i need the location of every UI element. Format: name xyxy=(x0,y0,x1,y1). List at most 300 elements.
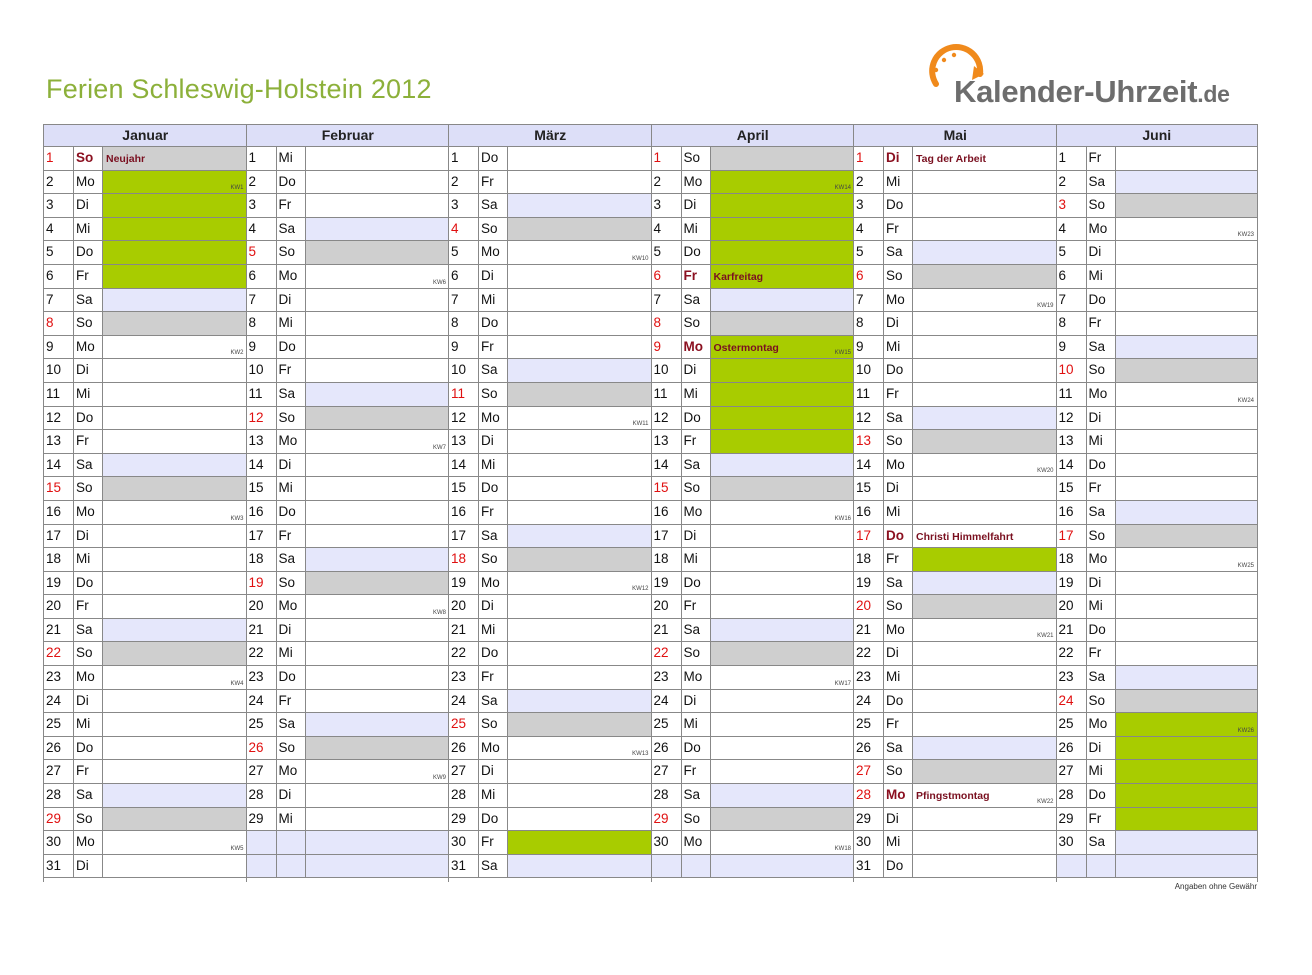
day-number: 31 xyxy=(44,855,74,878)
day-row[interactable] xyxy=(854,666,1057,690)
day-row[interactable] xyxy=(449,808,652,832)
day-number: 5 xyxy=(247,241,277,264)
day-number: 11 xyxy=(652,383,682,406)
day-row[interactable] xyxy=(652,383,855,407)
event-cell xyxy=(711,572,855,595)
day-row[interactable] xyxy=(449,548,652,572)
weekday-label: Fr xyxy=(682,760,711,783)
day-row[interactable] xyxy=(1057,383,1258,407)
event-cell xyxy=(103,548,247,571)
day-row[interactable] xyxy=(652,218,855,242)
day-row[interactable] xyxy=(1057,760,1258,784)
week-number: KW1 xyxy=(230,185,244,192)
day-row[interactable] xyxy=(1057,642,1258,666)
week-number: KW5 xyxy=(230,845,244,852)
weekday-label: Sa xyxy=(884,737,913,760)
day-row[interactable] xyxy=(44,312,247,336)
day-row[interactable] xyxy=(247,525,450,549)
day-number: 2 xyxy=(652,171,682,194)
day-row[interactable] xyxy=(449,289,652,313)
day-row[interactable] xyxy=(652,642,855,666)
day-row[interactable] xyxy=(652,289,855,313)
day-row[interactable] xyxy=(1057,784,1258,808)
event-cell xyxy=(1116,477,1258,500)
day-row[interactable] xyxy=(247,454,450,478)
day-row[interactable] xyxy=(449,525,652,549)
day-number: 4 xyxy=(44,218,74,241)
day-row[interactable] xyxy=(854,595,1057,619)
day-row[interactable] xyxy=(44,477,247,501)
day-row[interactable] xyxy=(1057,548,1258,572)
day-row[interactable] xyxy=(652,713,855,737)
weekday-label: Mi xyxy=(74,548,103,571)
day-row[interactable] xyxy=(44,713,247,737)
day-row[interactable] xyxy=(44,147,247,171)
day-row[interactable] xyxy=(1057,595,1258,619)
day-row[interactable] xyxy=(247,289,450,313)
day-row[interactable] xyxy=(1057,289,1258,313)
day-row[interactable] xyxy=(854,477,1057,501)
weekday-label: Fr xyxy=(884,548,913,571)
day-row[interactable] xyxy=(247,548,450,572)
weekday-label: Sa xyxy=(479,855,508,878)
day-row[interactable] xyxy=(247,595,450,619)
day-number: 14 xyxy=(44,454,74,477)
weekday-label: Sa xyxy=(1087,171,1116,194)
holiday-label: Tag der Arbeit xyxy=(916,153,987,165)
day-row[interactable] xyxy=(449,171,652,195)
day-row[interactable] xyxy=(854,383,1057,407)
day-row[interactable] xyxy=(854,194,1057,218)
day-number: 29 xyxy=(652,808,682,831)
day-row[interactable] xyxy=(44,171,247,195)
day-number: 30 xyxy=(854,831,884,854)
day-row[interactable] xyxy=(44,218,247,242)
day-row[interactable] xyxy=(652,265,855,289)
day-row[interactable] xyxy=(1057,241,1258,265)
day-number: 19 xyxy=(1057,572,1087,595)
day-row[interactable] xyxy=(247,831,450,855)
day-row[interactable] xyxy=(449,619,652,643)
day-row[interactable] xyxy=(449,147,652,171)
event-cell xyxy=(306,359,450,382)
day-row[interactable] xyxy=(247,619,450,643)
event-cell xyxy=(711,595,855,618)
day-row[interactable] xyxy=(1057,831,1258,855)
day-number: 1 xyxy=(1057,147,1087,170)
day-row[interactable] xyxy=(44,666,247,690)
day-number: 1 xyxy=(449,147,479,170)
weekday-label: Di xyxy=(277,289,306,312)
day-row[interactable] xyxy=(247,359,450,383)
event-cell xyxy=(711,312,855,335)
weekday-label: Mo xyxy=(277,595,306,618)
day-row[interactable] xyxy=(854,218,1057,242)
day-row[interactable] xyxy=(247,642,450,666)
holiday-label: Ostermontag xyxy=(713,341,779,354)
day-number: 10 xyxy=(247,359,277,382)
day-number: 15 xyxy=(247,477,277,500)
event-cell xyxy=(711,265,855,288)
day-row[interactable] xyxy=(652,855,855,879)
event-cell xyxy=(711,642,855,665)
day-row[interactable] xyxy=(652,430,855,454)
day-row[interactable] xyxy=(44,501,247,525)
weekday-label: Di xyxy=(277,619,306,642)
day-row[interactable] xyxy=(652,548,855,572)
day-row[interactable] xyxy=(44,760,247,784)
day-row[interactable] xyxy=(247,855,450,879)
day-row[interactable] xyxy=(247,171,450,195)
day-row[interactable] xyxy=(44,808,247,832)
day-row[interactable] xyxy=(44,289,247,313)
event-cell xyxy=(103,784,247,807)
event-cell xyxy=(508,690,652,713)
day-row[interactable] xyxy=(1057,690,1258,714)
day-number: 25 xyxy=(652,713,682,736)
day-row[interactable] xyxy=(449,477,652,501)
event-cell xyxy=(103,690,247,713)
day-row[interactable] xyxy=(44,690,247,714)
weekday-label: Sa xyxy=(479,690,508,713)
day-row[interactable] xyxy=(652,359,855,383)
day-row[interactable] xyxy=(247,312,450,336)
day-row[interactable] xyxy=(854,690,1057,714)
day-row[interactable] xyxy=(44,855,247,879)
day-row[interactable] xyxy=(854,407,1057,431)
day-row[interactable] xyxy=(247,784,450,808)
day-row[interactable] xyxy=(652,572,855,596)
event-cell xyxy=(711,359,855,382)
day-row[interactable] xyxy=(449,690,652,714)
day-row[interactable] xyxy=(449,430,652,454)
day-row[interactable] xyxy=(652,831,855,855)
day-number: 31 xyxy=(854,855,884,878)
event-cell xyxy=(508,359,652,382)
day-row[interactable] xyxy=(449,383,652,407)
day-number: 19 xyxy=(854,572,884,595)
event-cell xyxy=(508,737,652,760)
day-row[interactable] xyxy=(44,831,247,855)
day-row[interactable] xyxy=(247,241,450,265)
day-row[interactable] xyxy=(1057,430,1258,454)
weekday-label: Sa xyxy=(682,619,711,642)
day-row[interactable] xyxy=(652,666,855,690)
weekday-label: Sa xyxy=(74,289,103,312)
event-cell xyxy=(508,477,652,500)
day-row[interactable] xyxy=(449,241,652,265)
day-row[interactable] xyxy=(44,784,247,808)
event-cell xyxy=(306,855,450,878)
day-row[interactable] xyxy=(44,454,247,478)
day-row[interactable] xyxy=(449,666,652,690)
event-cell xyxy=(913,407,1057,430)
day-row[interactable] xyxy=(449,595,652,619)
day-number: 13 xyxy=(247,430,277,453)
day-row[interactable] xyxy=(854,713,1057,737)
day-row[interactable] xyxy=(652,525,855,549)
day-row[interactable] xyxy=(449,454,652,478)
day-row[interactable] xyxy=(854,525,1057,549)
event-cell xyxy=(711,525,855,548)
day-number: 20 xyxy=(1057,595,1087,618)
day-row[interactable] xyxy=(1057,713,1258,737)
day-number: 22 xyxy=(44,642,74,665)
day-row[interactable] xyxy=(854,430,1057,454)
day-row[interactable] xyxy=(247,194,450,218)
week-number: KW7 xyxy=(432,444,446,451)
weekday-label: Sa xyxy=(479,194,508,217)
weekday-label: Di xyxy=(1087,737,1116,760)
day-row[interactable] xyxy=(1057,525,1258,549)
day-row[interactable] xyxy=(1057,359,1258,383)
day-row[interactable] xyxy=(1057,147,1258,171)
day-row[interactable] xyxy=(247,808,450,832)
month-column xyxy=(43,124,247,882)
weekday-label: Di xyxy=(479,430,508,453)
day-row[interactable] xyxy=(854,831,1057,855)
day-row[interactable] xyxy=(1057,855,1258,879)
day-number: 1 xyxy=(247,147,277,170)
day-row[interactable] xyxy=(1057,336,1258,360)
day-row[interactable] xyxy=(854,336,1057,360)
day-row[interactable] xyxy=(1057,218,1258,242)
day-number: 22 xyxy=(652,642,682,665)
day-row[interactable] xyxy=(854,265,1057,289)
day-row[interactable] xyxy=(1057,312,1258,336)
day-row[interactable] xyxy=(449,572,652,596)
day-number: 10 xyxy=(854,359,884,382)
day-row[interactable] xyxy=(449,642,652,666)
day-row[interactable] xyxy=(1057,572,1258,596)
day-row[interactable] xyxy=(449,760,652,784)
day-row[interactable] xyxy=(247,218,450,242)
day-row[interactable] xyxy=(652,312,855,336)
day-row[interactable] xyxy=(854,241,1057,265)
day-row[interactable] xyxy=(449,737,652,761)
day-row[interactable] xyxy=(247,477,450,501)
weekday-label: Mo xyxy=(74,831,103,854)
weekday-label: Mo xyxy=(277,430,306,453)
day-row[interactable] xyxy=(44,737,247,761)
day-number: 15 xyxy=(652,477,682,500)
day-row[interactable] xyxy=(44,548,247,572)
day-row[interactable] xyxy=(247,501,450,525)
day-row[interactable] xyxy=(44,194,247,218)
day-row[interactable] xyxy=(247,430,450,454)
month-header: Januar xyxy=(44,124,247,147)
day-row[interactable] xyxy=(652,171,855,195)
event-cell xyxy=(103,619,247,642)
event-cell xyxy=(711,784,855,807)
day-row[interactable] xyxy=(1057,619,1258,643)
day-number: 27 xyxy=(449,760,479,783)
day-number: 17 xyxy=(1057,525,1087,548)
day-number: 21 xyxy=(449,619,479,642)
day-row[interactable] xyxy=(247,336,450,360)
event-cell xyxy=(1116,218,1258,241)
weekday-label: So xyxy=(479,548,508,571)
day-row[interactable] xyxy=(854,147,1057,171)
weekday-label: Fr xyxy=(884,218,913,241)
weekday-label: Do xyxy=(277,336,306,359)
day-row[interactable] xyxy=(1057,501,1258,525)
day-row[interactable] xyxy=(854,171,1057,195)
day-row[interactable] xyxy=(1057,477,1258,501)
day-row[interactable] xyxy=(652,454,855,478)
event-cell xyxy=(1116,808,1258,831)
weekday-label: Sa xyxy=(479,359,508,382)
day-row[interactable] xyxy=(652,241,855,265)
day-number: 3 xyxy=(854,194,884,217)
day-row[interactable] xyxy=(1057,666,1258,690)
day-row[interactable] xyxy=(854,619,1057,643)
day-row[interactable] xyxy=(247,407,450,431)
day-row[interactable] xyxy=(854,454,1057,478)
weekday-label: Do xyxy=(682,737,711,760)
day-row[interactable] xyxy=(652,760,855,784)
day-row[interactable] xyxy=(652,477,855,501)
day-number: 3 xyxy=(1057,194,1087,217)
day-row[interactable] xyxy=(854,737,1057,761)
day-row[interactable] xyxy=(44,407,247,431)
event-cell xyxy=(103,666,247,689)
day-row[interactable] xyxy=(854,760,1057,784)
day-row[interactable] xyxy=(854,855,1057,879)
day-number: 6 xyxy=(652,265,682,288)
day-number: 8 xyxy=(247,312,277,335)
day-row[interactable] xyxy=(247,666,450,690)
event-cell xyxy=(1116,737,1258,760)
day-row[interactable] xyxy=(854,784,1057,808)
weekday-label: Mo xyxy=(479,241,508,264)
day-row[interactable] xyxy=(44,265,247,289)
week-number: KW15 xyxy=(834,350,851,357)
day-row[interactable] xyxy=(449,713,652,737)
weekday-label: Do xyxy=(277,171,306,194)
day-row[interactable] xyxy=(1057,194,1258,218)
weekday-label: Fr xyxy=(884,383,913,406)
day-row[interactable] xyxy=(247,147,450,171)
day-row[interactable] xyxy=(247,572,450,596)
day-row[interactable] xyxy=(44,359,247,383)
day-row[interactable] xyxy=(652,147,855,171)
day-row[interactable] xyxy=(1057,265,1258,289)
weekday-label: So xyxy=(479,218,508,241)
day-row[interactable] xyxy=(652,336,855,360)
day-row[interactable] xyxy=(854,642,1057,666)
day-row[interactable] xyxy=(854,289,1057,313)
day-row[interactable] xyxy=(44,642,247,666)
event-cell xyxy=(913,760,1057,783)
day-row[interactable] xyxy=(854,312,1057,336)
event-cell xyxy=(103,241,247,264)
day-row[interactable] xyxy=(247,713,450,737)
day-row[interactable] xyxy=(854,808,1057,832)
day-number: 23 xyxy=(449,666,479,689)
event-cell xyxy=(508,808,652,831)
day-row[interactable] xyxy=(449,218,652,242)
day-row[interactable] xyxy=(854,359,1057,383)
day-row[interactable] xyxy=(652,784,855,808)
day-number: 29 xyxy=(44,808,74,831)
day-row[interactable] xyxy=(1057,808,1258,832)
day-row[interactable] xyxy=(652,194,855,218)
week-number: KW18 xyxy=(834,845,851,852)
day-row[interactable] xyxy=(854,548,1057,572)
day-row[interactable] xyxy=(449,359,652,383)
weekday-label: Do xyxy=(277,501,306,524)
event-cell xyxy=(1116,855,1258,878)
day-row[interactable] xyxy=(652,619,855,643)
day-row[interactable] xyxy=(652,690,855,714)
day-row[interactable] xyxy=(247,690,450,714)
weekday-label: Sa xyxy=(1087,501,1116,524)
event-cell xyxy=(1116,548,1258,571)
day-row[interactable] xyxy=(1057,171,1258,195)
day-row[interactable] xyxy=(652,808,855,832)
day-row[interactable] xyxy=(1057,737,1258,761)
day-number: 4 xyxy=(1057,218,1087,241)
event-cell xyxy=(913,430,1057,453)
day-row[interactable] xyxy=(449,831,652,855)
day-row[interactable] xyxy=(44,525,247,549)
weekday-label: Mo xyxy=(74,336,103,359)
day-row[interactable] xyxy=(247,383,450,407)
day-row[interactable] xyxy=(1057,454,1258,478)
day-row[interactable] xyxy=(44,595,247,619)
day-row[interactable] xyxy=(449,501,652,525)
day-row[interactable] xyxy=(449,336,652,360)
day-row[interactable] xyxy=(652,501,855,525)
day-row[interactable] xyxy=(44,241,247,265)
brand-logo[interactable] xyxy=(922,44,1252,114)
day-row[interactable] xyxy=(652,595,855,619)
event-cell xyxy=(711,218,855,241)
day-row[interactable] xyxy=(449,194,652,218)
day-row[interactable] xyxy=(44,383,247,407)
event-cell xyxy=(306,595,450,618)
day-number: 27 xyxy=(1057,760,1087,783)
day-number: 27 xyxy=(44,760,74,783)
day-row[interactable] xyxy=(449,855,652,879)
day-row[interactable] xyxy=(1057,407,1258,431)
day-number: 28 xyxy=(854,784,884,807)
day-row[interactable] xyxy=(44,572,247,596)
day-row[interactable] xyxy=(652,407,855,431)
day-row[interactable] xyxy=(44,336,247,360)
day-row[interactable] xyxy=(449,265,652,289)
event-cell xyxy=(913,548,1057,571)
day-row[interactable] xyxy=(247,265,450,289)
day-row[interactable] xyxy=(652,737,855,761)
day-row[interactable] xyxy=(449,784,652,808)
day-row[interactable] xyxy=(449,312,652,336)
day-row[interactable] xyxy=(854,572,1057,596)
event-cell xyxy=(508,855,652,878)
weekday-label: Fr xyxy=(74,595,103,618)
weekday-label: So xyxy=(479,713,508,736)
day-row[interactable] xyxy=(449,407,652,431)
day-row[interactable] xyxy=(854,501,1057,525)
day-number: 17 xyxy=(449,525,479,548)
weekday-label: Fr xyxy=(884,713,913,736)
day-row[interactable] xyxy=(44,430,247,454)
day-row[interactable] xyxy=(247,760,450,784)
day-row[interactable] xyxy=(44,619,247,643)
day-row[interactable] xyxy=(247,737,450,761)
event-cell xyxy=(508,336,652,359)
